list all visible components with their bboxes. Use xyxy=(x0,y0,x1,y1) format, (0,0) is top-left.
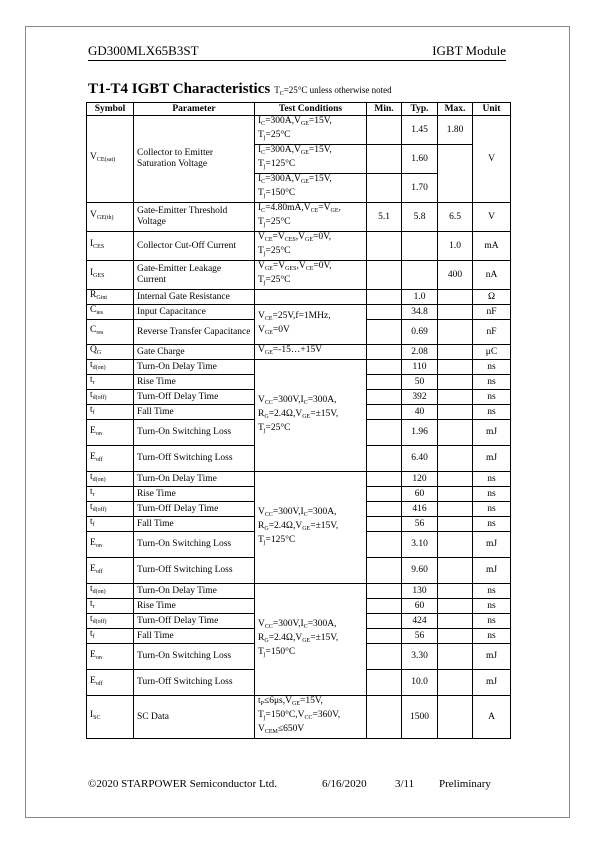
footer-status: Preliminary xyxy=(439,778,491,790)
table-row xyxy=(87,261,511,290)
table-row xyxy=(87,472,511,487)
min-cell xyxy=(367,584,402,599)
unit-cell: ns xyxy=(473,390,511,405)
max-cell xyxy=(438,614,473,629)
unit-cell: nF xyxy=(473,305,511,320)
max-cell: 1.0 xyxy=(438,232,473,261)
condition-cell: $V_{CC}=300V,I_C=300A$, $R_G=2.4\Omega,V_{GE}=\pm 15V$, $T_j=125^\circ C$ xyxy=(255,472,367,584)
column-header: Unit xyxy=(473,103,511,116)
min-cell xyxy=(367,375,402,390)
typ-cell: 60 xyxy=(402,599,438,614)
unit-cell: μC xyxy=(473,345,511,360)
min-cell xyxy=(367,320,402,345)
unit-cell: ns xyxy=(473,487,511,502)
footer-copyright: ©2020 STARPOWER Semiconductor Ltd. xyxy=(88,778,277,790)
typ-cell: 10.0 xyxy=(402,670,438,696)
max-cell: 6.5 xyxy=(438,203,473,232)
symbol-cell: $t_{d(off)}$ xyxy=(87,614,134,629)
symbol-cell: $E_{off}$ xyxy=(87,558,134,584)
min-cell xyxy=(367,446,402,472)
min-cell xyxy=(367,614,402,629)
table-row xyxy=(87,203,511,232)
unit-cell: ns xyxy=(473,360,511,375)
symbol-cell: $E_{off}$ xyxy=(87,670,134,696)
condition-cell: $I_C=300A,V_{GE}=15V$, $T_j=125^\circ C$ xyxy=(255,145,367,174)
typ-cell: 0.69 xyxy=(402,320,438,345)
unit-cell: ns xyxy=(473,584,511,599)
min-cell xyxy=(367,420,402,446)
symbol-cell: $t_f$ xyxy=(87,405,134,420)
min-cell xyxy=(367,261,402,290)
max-cell xyxy=(438,696,473,739)
header-rule xyxy=(88,60,506,61)
typ-cell: 2.08 xyxy=(402,345,438,360)
min-cell xyxy=(367,360,402,375)
symbol-cell: $I_{GES}$ xyxy=(87,261,134,290)
parameter-cell: Gate-Emitter Leakage Current xyxy=(134,261,255,290)
max-cell xyxy=(438,558,473,584)
symbol-cell: $t_f$ xyxy=(87,629,134,644)
min-cell xyxy=(367,390,402,405)
unit-cell: mJ xyxy=(473,670,511,696)
max-cell xyxy=(438,517,473,532)
min-cell xyxy=(367,670,402,696)
condition-cell: $V_{GE}=V_{GES},V_{CE}=0V$, $T_j=25^\circ C$ xyxy=(255,261,367,290)
parameter-cell: Turn-On Switching Loss xyxy=(134,420,255,446)
max-cell xyxy=(438,375,473,390)
min-cell xyxy=(367,502,402,517)
unit-cell: Ω xyxy=(473,290,511,305)
symbol-cell: $t_r$ xyxy=(87,487,134,502)
typ-cell: 3.10 xyxy=(402,532,438,558)
unit-cell: ns xyxy=(473,405,511,420)
typ-cell: 110 xyxy=(402,360,438,375)
parameter-cell: Collector Cut-Off Current xyxy=(134,232,255,261)
max-cell xyxy=(438,320,473,345)
parameter-cell: Rise Time xyxy=(134,487,255,502)
max-cell xyxy=(438,145,473,203)
column-header: Parameter xyxy=(134,103,255,116)
parameter-cell: Turn-Off Switching Loss xyxy=(134,446,255,472)
symbol-cell: $E_{on}$ xyxy=(87,532,134,558)
max-cell xyxy=(438,584,473,599)
symbol-cell: $t_r$ xyxy=(87,599,134,614)
unit-cell: ns xyxy=(473,375,511,390)
typ-cell: 1.70 xyxy=(402,174,438,203)
unit-cell: V xyxy=(473,116,511,203)
symbol-cell: $t_{d(on)}$ xyxy=(87,360,134,375)
section-title-condition: $T_C=25^\circ C$ unless otherwise noted xyxy=(274,85,392,97)
parameter-cell: Rise Time xyxy=(134,375,255,390)
unit-cell: ns xyxy=(473,472,511,487)
typ-cell: 1.45 xyxy=(402,116,438,145)
parameter-cell: Reverse Transfer Capacitance xyxy=(134,320,255,345)
unit-cell: mJ xyxy=(473,644,511,670)
table-row xyxy=(87,290,511,305)
unit-cell: ns xyxy=(473,629,511,644)
symbol-cell: $t_{d(off)}$ xyxy=(87,390,134,405)
parameter-cell: Fall Time xyxy=(134,629,255,644)
min-cell: 5.1 xyxy=(367,203,402,232)
table-header-row xyxy=(87,103,511,116)
max-cell: 400 xyxy=(438,261,473,290)
unit-cell: mA xyxy=(473,232,511,261)
typ-cell xyxy=(402,232,438,261)
symbol-cell: $t_r$ xyxy=(87,375,134,390)
min-cell xyxy=(367,599,402,614)
typ-cell: 416 xyxy=(402,502,438,517)
max-cell xyxy=(438,599,473,614)
symbol-cell: $Q_G$ xyxy=(87,345,134,360)
max-cell xyxy=(438,472,473,487)
typ-cell: 6.40 xyxy=(402,446,438,472)
parameter-cell: Turn-Off Switching Loss xyxy=(134,558,255,584)
unit-cell: ns xyxy=(473,517,511,532)
parameter-cell: Fall Time xyxy=(134,405,255,420)
section-title-main: T1-T4 IGBT Characteristics xyxy=(88,81,271,97)
unit-cell: mJ xyxy=(473,532,511,558)
symbol-cell: $t_f$ xyxy=(87,517,134,532)
unit-cell: ns xyxy=(473,614,511,629)
max-cell xyxy=(438,670,473,696)
unit-cell: ns xyxy=(473,599,511,614)
typ-cell: 120 xyxy=(402,472,438,487)
table-row xyxy=(87,696,511,739)
parameter-cell: Gate Charge xyxy=(134,345,255,360)
condition-cell: $V_{CE}=V_{CES},V_{GE}=0V$, $T_j=25^\circ C$ xyxy=(255,232,367,261)
max-cell xyxy=(438,644,473,670)
parameter-cell: Turn-Off Delay Time xyxy=(134,390,255,405)
section-title xyxy=(88,80,392,98)
parameter-cell: Gate-Emitter Threshold Voltage xyxy=(134,203,255,232)
parameter-cell: Turn-Off Delay Time xyxy=(134,502,255,517)
min-cell xyxy=(367,305,402,320)
parameter-cell: Turn-On Delay Time xyxy=(134,472,255,487)
unit-cell: V xyxy=(473,203,511,232)
condition-cell: $V_{GE}=-15\dots+15V$ xyxy=(255,345,367,360)
footer-page-number: 3/11 xyxy=(395,778,415,790)
min-cell xyxy=(367,116,402,145)
parameter-cell: SC Data xyxy=(134,696,255,739)
max-cell xyxy=(438,532,473,558)
min-cell xyxy=(367,174,402,203)
typ-cell: 9.60 xyxy=(402,558,438,584)
unit-cell: mJ xyxy=(473,558,511,584)
symbol-cell: $E_{off}$ xyxy=(87,446,134,472)
igbt-characteristics-table xyxy=(86,102,511,739)
parameter-cell: Turn-On Switching Loss xyxy=(134,532,255,558)
min-cell xyxy=(367,629,402,644)
footer-date: 6/16/2020 xyxy=(322,778,367,790)
typ-cell: 392 xyxy=(402,390,438,405)
typ-cell: 1.0 xyxy=(402,290,438,305)
typ-cell: 1.96 xyxy=(402,420,438,446)
typ-cell xyxy=(402,261,438,290)
part-number: GD300MLX65B3ST xyxy=(88,43,199,58)
table-row xyxy=(87,232,511,261)
max-cell xyxy=(438,629,473,644)
parameter-cell: Input Capacitance xyxy=(134,305,255,320)
min-cell xyxy=(367,532,402,558)
parameter-cell: Internal Gate Resistance xyxy=(134,290,255,305)
typ-cell: 60 xyxy=(402,487,438,502)
unit-cell: mJ xyxy=(473,446,511,472)
max-cell xyxy=(438,360,473,375)
module-type: IGBT Module xyxy=(432,43,506,58)
column-header: Typ. xyxy=(402,103,438,116)
symbol-cell: $R_{Gint}$ xyxy=(87,290,134,305)
unit-cell: A xyxy=(473,696,511,739)
min-cell xyxy=(367,232,402,261)
table-body xyxy=(87,116,511,739)
unit-cell: mJ xyxy=(473,420,511,446)
min-cell xyxy=(367,696,402,739)
typ-cell: 56 xyxy=(402,629,438,644)
condition-cell: $I_C=300A,V_{GE}=15V$, $T_j=25^\circ C$ xyxy=(255,116,367,145)
min-cell xyxy=(367,487,402,502)
parameter-cell: Turn-Off Delay Time xyxy=(134,614,255,629)
parameter-cell: Turn-On Delay Time xyxy=(134,584,255,599)
parameter-cell: Turn-Off Switching Loss xyxy=(134,670,255,696)
table-row xyxy=(87,305,511,320)
max-cell: 1.80 xyxy=(438,116,473,145)
min-cell xyxy=(367,145,402,174)
min-cell xyxy=(367,517,402,532)
symbol-cell: $t_{d(on)}$ xyxy=(87,472,134,487)
column-header: Max. xyxy=(438,103,473,116)
symbol-cell: $I_{CES}$ xyxy=(87,232,134,261)
parameter-cell: Turn-On Switching Loss xyxy=(134,644,255,670)
max-cell xyxy=(438,390,473,405)
parameter-cell: Rise Time xyxy=(134,599,255,614)
table-row xyxy=(87,116,511,145)
max-cell xyxy=(438,345,473,360)
typ-cell: 5.8 xyxy=(402,203,438,232)
condition-cell: $V_{CE}=25V,f=1MHz$, $V_{GE}=0V$ xyxy=(255,305,367,345)
symbol-cell: $V_{CE(sat)}$ xyxy=(87,116,134,203)
max-cell xyxy=(438,405,473,420)
symbol-cell: $C_{res}$ xyxy=(87,320,134,345)
parameter-cell: Fall Time xyxy=(134,517,255,532)
max-cell xyxy=(438,487,473,502)
typ-cell: 3.30 xyxy=(402,644,438,670)
symbol-cell: $t_{d(off)}$ xyxy=(87,502,134,517)
table-row xyxy=(87,584,511,599)
min-cell xyxy=(367,345,402,360)
symbol-cell: $t_{d(on)}$ xyxy=(87,584,134,599)
typ-cell: 1.60 xyxy=(402,145,438,174)
max-cell xyxy=(438,290,473,305)
min-cell xyxy=(367,558,402,584)
symbol-cell: $I_{SC}$ xyxy=(87,696,134,739)
symbol-cell: $V_{GE(th)}$ xyxy=(87,203,134,232)
column-header: Test Conditions xyxy=(255,103,367,116)
typ-cell: 424 xyxy=(402,614,438,629)
typ-cell: 1500 xyxy=(402,696,438,739)
symbol-cell: $E_{on}$ xyxy=(87,420,134,446)
parameter-cell: Turn-On Delay Time xyxy=(134,360,255,375)
condition-cell xyxy=(255,290,367,305)
min-cell xyxy=(367,472,402,487)
typ-cell: 50 xyxy=(402,375,438,390)
unit-cell: nF xyxy=(473,320,511,345)
min-cell xyxy=(367,405,402,420)
symbol-cell: $E_{on}$ xyxy=(87,644,134,670)
typ-cell: 34.8 xyxy=(402,305,438,320)
typ-cell: 40 xyxy=(402,405,438,420)
symbol-cell: $C_{ies}$ xyxy=(87,305,134,320)
max-cell xyxy=(438,446,473,472)
table-row xyxy=(87,360,511,375)
condition-cell: $I_C=300A,V_{GE}=15V$, $T_j=150^\circ C$ xyxy=(255,174,367,203)
min-cell xyxy=(367,290,402,305)
condition-cell: $V_{CC}=300V,I_C=300A$, $R_G=2.4\Omega,V_{GE}=\pm 15V$, $T_j=25^\circ C$ xyxy=(255,360,367,472)
table-row xyxy=(87,345,511,360)
min-cell xyxy=(367,644,402,670)
condition-cell: $t_P\le 6\mu s,V_{GE}=15V$, $T_j=150^\circ C,V_{CC}=360V$, $V_{CEM}\le 650V$ xyxy=(255,696,367,739)
column-header: Symbol xyxy=(87,103,134,116)
unit-cell: nA xyxy=(473,261,511,290)
column-header: Min. xyxy=(367,103,402,116)
condition-cell: $V_{CC}=300V,I_C=300A$, $R_G=2.4\Omega,V_{GE}=\pm 15V$, $T_j=150^\circ C$ xyxy=(255,584,367,696)
unit-cell: ns xyxy=(473,502,511,517)
max-cell xyxy=(438,502,473,517)
max-cell xyxy=(438,420,473,446)
typ-cell: 56 xyxy=(402,517,438,532)
condition-cell: $I_C=4.80mA,V_{CE}=V_{GE}$, $T_j=25^\circ C$ xyxy=(255,203,367,232)
max-cell xyxy=(438,305,473,320)
typ-cell: 130 xyxy=(402,584,438,599)
parameter-cell: Collector to Emitter Saturation Voltage xyxy=(134,116,255,203)
